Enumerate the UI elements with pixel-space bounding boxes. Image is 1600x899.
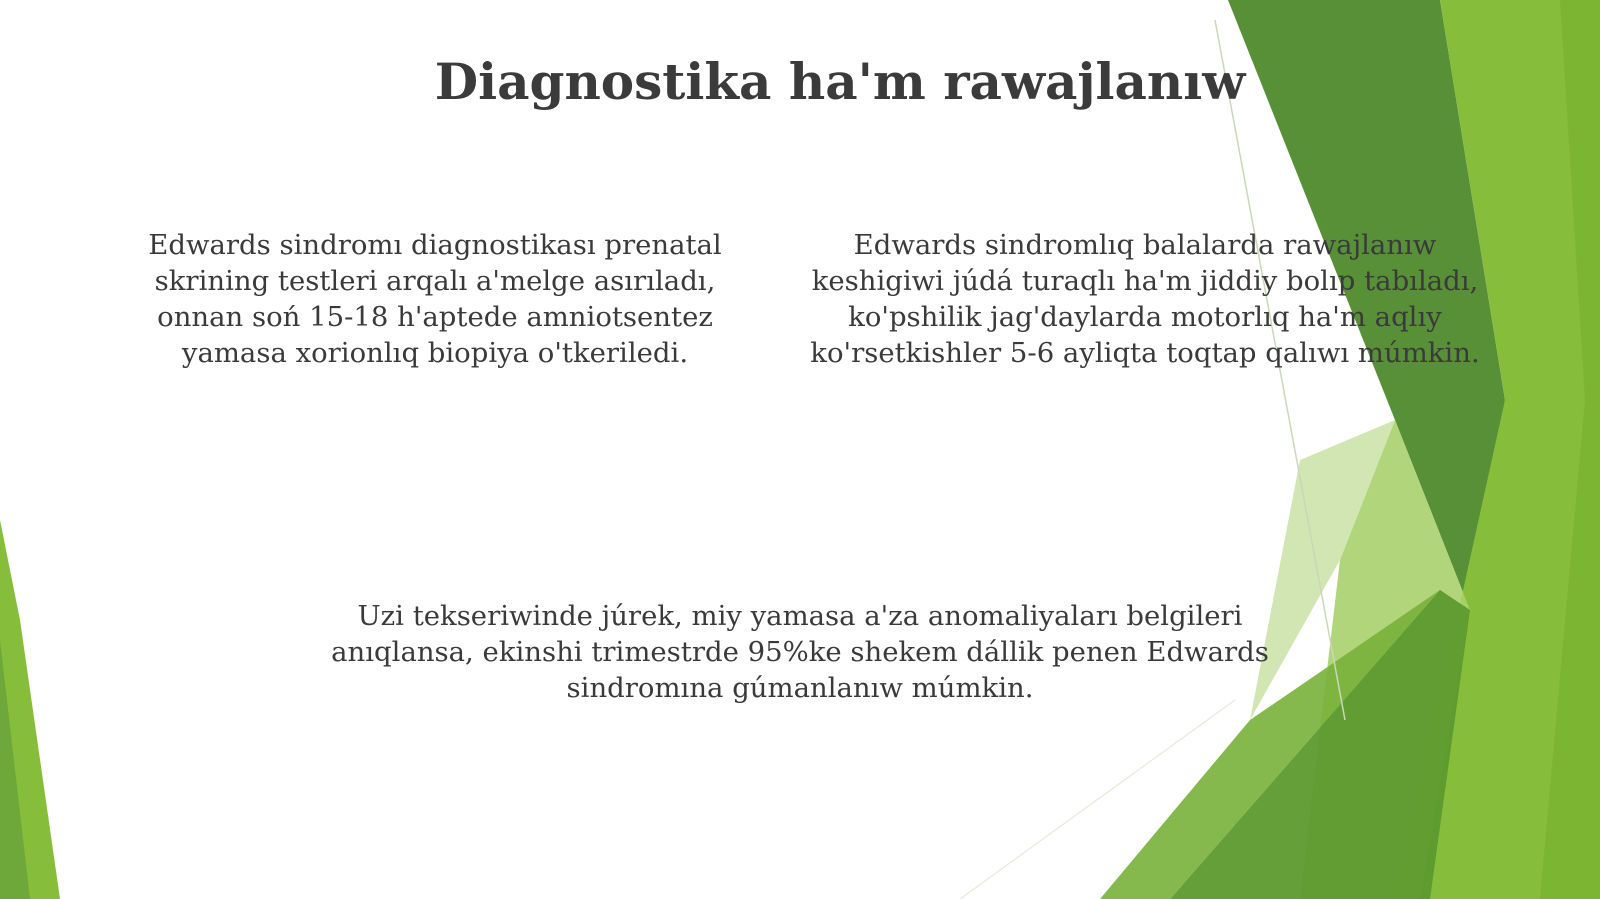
slide-title: Diagnostika ha'm rawajlanıw: [434, 52, 1246, 111]
paragraph-ultrasound: Uzi tekseriwinde júrek, miy yamasa a'za anomaliyaları belgileri anıqlansa, ekinshi trimestrde 95%ke shekem dállik penen Edwards sindromına gúmanlanıw múmkin.: [331, 600, 1269, 704]
paragraph-prenatal-diagnostics: Edwards sindromı diagnostikası prenatal skrining testleri arqalı a'melge asırıladı, onnan soń 15-18 h'aptede amniotsentez yamasa xorionlıq biopiya o'tkeriledi.: [148, 229, 722, 369]
paragraph-development-delay: Edwards sindromlıq balalarda rawajlanıw keshigiwi júdá turaqlı ha'm jiddiy bolıp tabıladı, ko'pshilik jag'daylarda motorlıq ha'm aqlıy ko'rsetkishler 5-6 ayliqta toqtap qalıwı múmkin.: [810, 229, 1480, 369]
